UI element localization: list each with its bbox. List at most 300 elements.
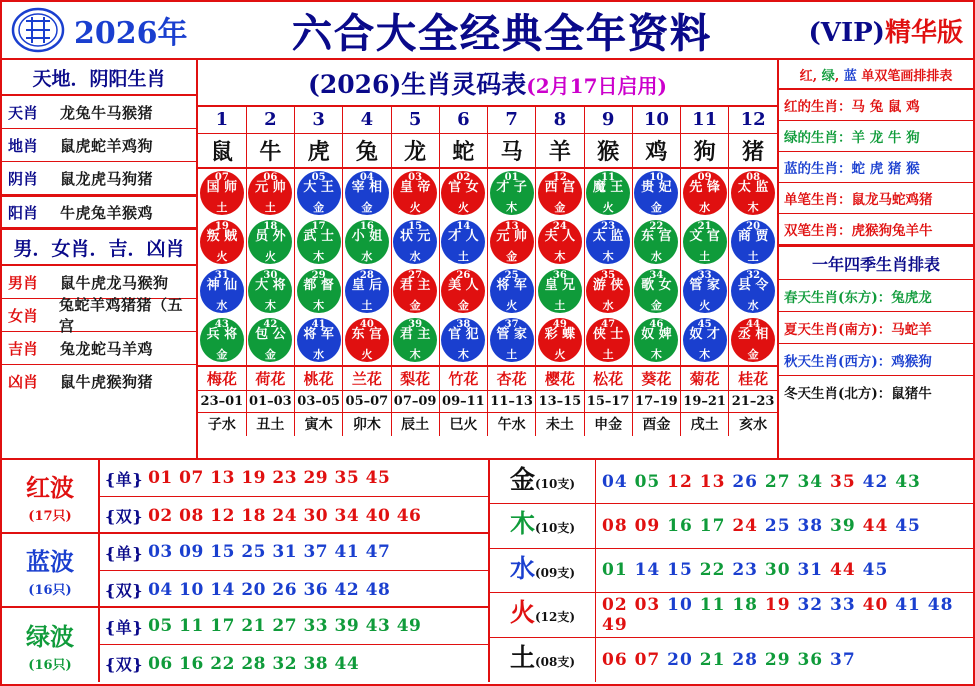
left-row [2,195,196,228]
ball-wrapper [633,316,680,365]
number-ball[interactable] [200,220,244,264]
ball-number: 27 [408,270,423,281]
ball-wrapper [729,267,777,316]
element-numbers [596,516,973,536]
number-ball[interactable] [731,220,775,264]
ball-cell[interactable] [295,267,343,316]
ball-wrapper [392,218,439,267]
flower-name: 桂花 [729,366,777,391]
wave-name: 绿波 [26,622,74,651]
ball-wrapper [681,169,728,218]
season-row [779,376,973,408]
ball-title: 才 子 [496,180,527,195]
ball-element: 火 [554,348,566,361]
ball-element: 土 [457,250,469,263]
row-value: 鼠龙虎马狗猪 [60,169,154,188]
number-ball[interactable] [490,318,534,362]
row-value: 马 兔 鼠 鸡 [851,99,920,115]
number-ball[interactable] [731,318,775,362]
right-title-rest: 单双笔画排排表 [861,69,953,84]
ball-wrapper [247,267,294,316]
wave-block [2,608,488,682]
branch-element: 丑土 [246,412,294,436]
element-count: (08支) [534,654,576,669]
season-label: 夏天生肖(南方)： [784,321,892,338]
element-number: 36 [797,649,831,670]
ball-cell[interactable] [439,218,487,267]
number-ball[interactable] [731,171,775,215]
right-color-row [779,214,973,245]
branch-element: 寅木 [295,412,343,436]
wave-numbers [100,608,488,682]
ball-number: 31 [214,270,229,281]
ball-cell[interactable] [198,218,246,267]
zodiac-code-table [198,107,777,436]
ball-element: 金 [264,348,276,361]
ball-title: 都 督 [303,278,334,293]
row-key: 天肖 [8,103,39,122]
element-numbers [596,560,973,580]
ball-number: 04 [359,172,374,183]
ball-element: 土 [361,299,373,312]
ball-element: 木 [747,201,759,214]
wave-odd-line [100,460,488,497]
ball-cell[interactable] [729,218,777,267]
number-ball[interactable] [490,269,534,313]
ball-cell[interactable] [488,168,536,218]
ball-cell[interactable] [632,218,680,267]
hour-range: 01–03 [246,390,294,412]
element-row [490,504,973,548]
ball-wrapper [536,316,583,365]
branch-element: 戌土 [681,412,729,436]
ball-wrapper [343,218,390,267]
ball-element: 木 [602,250,614,263]
number-ball[interactable] [200,171,244,215]
element-number: 10 [667,594,700,615]
ball-row [198,267,777,316]
flower-name: 杏花 [488,366,536,391]
row-value: 鼠牛虎猴狗猪 [60,373,154,391]
ball-wrapper [585,267,632,316]
number-ball[interactable] [441,269,485,313]
ball-wrapper [440,218,487,267]
even-numbers: 06 16 22 28 32 38 44 [148,653,360,674]
ball-wrapper [440,267,487,316]
branch-element: 亥水 [739,417,768,434]
ball-cell[interactable] [584,316,632,366]
ball-element: 金 [650,299,662,312]
wave-numbers [100,534,488,606]
ball-number: 34 [649,270,664,281]
ball-cell[interactable] [391,316,439,366]
flower-name: 葵花 [632,366,680,391]
even-numbers: 02 08 12 18 24 30 34 40 46 [148,505,422,526]
ball-wrapper [247,316,294,365]
number-ball[interactable] [248,269,292,313]
ball-cell[interactable] [729,267,777,316]
element-number: 30 [764,560,798,581]
left-row [2,162,196,195]
element-number: 19 [764,594,798,615]
ball-number: 15 [408,221,423,232]
ball-number: 01 [504,172,519,183]
element-number: 09 [634,516,668,537]
flower-row [198,366,777,391]
number-ball[interactable] [586,171,630,215]
ball-cell[interactable] [632,316,680,366]
column-number: 7 [488,107,536,133]
right-season-rows [779,280,973,408]
element-row [490,549,973,593]
wave-block [2,534,488,608]
wave-block [2,460,488,534]
number-ball[interactable] [683,171,727,215]
number-ball[interactable] [441,171,485,215]
element-numbers [596,650,973,670]
ball-wrapper [247,218,294,267]
ball-title: 丞 相 [737,327,769,342]
element-number: 20 [667,649,700,670]
ball-title: 元 帅 [496,229,527,244]
number-ball[interactable] [200,318,244,362]
number-ball[interactable] [345,220,389,264]
number-ball[interactable] [393,318,437,362]
ball-wrapper [440,169,487,218]
ball-number: 36 [552,270,567,281]
element-number: 02 [602,594,635,615]
ball-wrapper [729,316,777,365]
branch-element: 巳火 [439,412,487,436]
number-ball[interactable] [586,220,630,264]
zodiac-name: 狗 [681,133,729,168]
element-row [490,638,973,682]
ball-cell[interactable] [681,218,729,267]
ball-cell[interactable] [729,168,777,218]
odd-tag: {单} [105,617,144,637]
ball-number: 07 [214,172,229,183]
ball-cell[interactable] [681,316,729,366]
zodiac-name: 马 [488,133,536,168]
ball-cell[interactable] [536,218,584,267]
right-title-blue: 蓝 [843,69,857,84]
left-row [2,96,196,129]
ball-cell[interactable] [681,168,729,218]
ball-cell[interactable] [584,218,632,267]
branch-element: 辰土 [391,412,439,436]
number-ball[interactable] [393,269,437,313]
ball-title: 国 师 [206,180,238,195]
ball-title: 官 犯 [448,327,479,342]
ball-element: 土 [699,250,711,263]
column-number: 11 [681,107,729,133]
flower-name: 竹花 [439,366,487,391]
ball-element: 金 [506,250,518,263]
wave-odd-line [100,534,488,571]
page-header [2,2,973,60]
ball-cell[interactable] [246,316,294,366]
element-row [198,412,777,436]
ball-number: 25 [504,270,519,281]
ball-wrapper [198,218,246,267]
ball-number: 37 [504,319,519,330]
zodiac-name: 兔 [343,133,391,168]
ball-cell[interactable] [536,267,584,316]
zodiac-name: 牛 [246,133,294,168]
ball-title: 美 人 [448,278,479,293]
zodiac-name: 龙 [391,133,439,168]
number-ball[interactable] [441,318,485,362]
ball-cell[interactable] [295,168,343,218]
ball-number: 41 [311,319,326,330]
ball-element: 木 [650,348,662,361]
hour-range: 19–21 [681,390,729,412]
ball-wrapper [633,218,680,267]
number-ball[interactable] [634,318,678,362]
row-value: 蛇 虎 猪 猴 [851,161,920,177]
ball-cell[interactable] [391,218,439,267]
hour-range: 05–07 [343,390,391,412]
ball-cell[interactable] [488,218,536,267]
row-key: 阳肖 [8,203,39,222]
ball-cell[interactable] [536,168,584,218]
number-ball[interactable] [634,220,678,264]
number-ball[interactable] [297,269,341,313]
element-name: 金 [509,465,535,494]
bottom-section [2,460,973,682]
element-number: 32 [797,594,831,615]
number-ball[interactable] [297,220,341,264]
number-ball[interactable] [297,318,341,362]
ball-number: 42 [263,319,278,330]
number-ball[interactable] [248,171,292,215]
ball-cell[interactable] [295,218,343,267]
element-label [490,593,596,636]
number-ball[interactable] [393,171,437,215]
ball-row [198,316,777,366]
number-ball[interactable] [248,318,292,362]
left-row [2,129,196,162]
number-ball[interactable] [538,269,582,313]
year-label: 2026年 [74,16,188,51]
number-ball[interactable] [345,318,389,362]
number-ball[interactable] [731,269,775,313]
ball-wrapper [633,169,680,218]
ball-element: 土 [554,299,566,312]
ball-title: 先 锋 [689,180,720,195]
vip-suffix: 精华版 [884,17,963,48]
ball-number: 39 [408,319,423,330]
ball-cell[interactable] [729,316,777,366]
number-ball[interactable] [683,269,727,313]
ball-cell[interactable] [681,267,729,316]
ball-cell[interactable] [584,168,632,218]
ball-wrapper [488,316,535,365]
number-ball[interactable] [634,171,678,215]
ball-cell[interactable] [198,168,246,218]
row-value: 鼠虎蛇羊鸡狗 [60,136,154,155]
ball-element: 金 [457,299,469,312]
number-ball[interactable] [297,171,341,215]
number-ball[interactable] [441,220,485,264]
element-label [490,460,596,503]
ball-element: 水 [313,348,325,361]
ball-number: 12 [552,172,567,183]
number-ball[interactable] [345,269,389,313]
season-label: 秋天生肖(西方)： [784,353,892,370]
ball-wrapper [488,169,535,218]
ball-element: 水 [216,299,228,312]
hour-range: 13–15 [536,390,584,412]
hour-range: 21–23 [729,390,777,412]
ball-title: 皇 后 [351,278,383,293]
row-label: 双笔生肖： [784,223,852,239]
element-number: 08 [602,516,635,537]
ball-element: 土 [747,250,759,263]
element-number: 35 [830,471,863,492]
number-ball[interactable] [586,269,630,313]
element-numbers [596,595,973,635]
ball-cell[interactable] [198,316,246,366]
element-label [490,504,596,547]
ball-number: 43 [214,319,229,330]
ball-cell[interactable] [584,267,632,316]
wave-even-line [100,497,488,534]
ball-cell[interactable] [488,316,536,366]
number-ball[interactable] [490,171,534,215]
zodiac-table-title [198,60,777,107]
row-key: 男肖 [8,273,39,292]
number-header-row [198,107,777,133]
number-ball[interactable] [393,220,437,264]
ball-number: 49 [552,319,567,330]
number-ball[interactable] [683,318,727,362]
ball-number: 44 [746,319,761,330]
ball-cell[interactable] [246,267,294,316]
hour-range: 15–17 [584,390,632,412]
ball-wrapper [440,316,487,365]
zodiac-name: 羊 [536,133,584,168]
right-column [779,60,973,458]
ball-number: 47 [601,319,616,330]
ball-title: 县 令 [737,278,769,293]
ball-title: 才 人 [448,229,479,244]
zodiac-title-main: (2026)生肖灵码表 [308,70,527,99]
ball-number: 17 [311,221,326,232]
ball-number: 35 [601,270,616,281]
number-ball[interactable] [683,220,727,264]
ball-wrapper [681,267,728,316]
ball-element: 水 [409,250,421,263]
season-value: 鸡猴狗 [891,353,932,370]
row-key: 阴肖 [8,169,39,188]
ball-cell[interactable] [439,267,487,316]
element-number: 28 [732,649,765,670]
number-ball[interactable] [586,318,630,362]
row-key: 吉肖 [8,339,39,358]
ball-title: 管 家 [689,278,720,293]
ball-cell[interactable] [343,267,391,316]
left-row [2,365,196,398]
ball-wrapper [633,267,680,316]
right-color-row [779,183,973,214]
ball-element: 木 [554,250,566,263]
number-ball[interactable] [490,220,534,264]
element-number: 01 [602,560,635,581]
ball-cell[interactable] [439,316,487,366]
ball-cell[interactable] [246,218,294,267]
wave-even-line [100,645,488,682]
element-number: 25 [764,516,798,537]
wave-label [2,534,100,606]
ball-wrapper [729,169,777,218]
row-label: 红的生肖： [784,99,852,115]
row-label: 单笔生肖： [784,192,852,208]
ball-cell[interactable] [391,168,439,218]
ball-element: 金 [216,348,228,361]
ball-cell[interactable] [343,218,391,267]
ball-number: 23 [601,221,616,232]
ball-element: 火 [506,299,518,312]
ball-cell[interactable] [632,267,680,316]
ball-element: 土 [264,201,276,214]
column-number: 10 [632,107,680,133]
ball-title: 奴 才 [689,327,720,342]
element-number: 22 [699,560,733,581]
left-section1-title: 天地．阴阳生肖 [2,60,196,96]
number-ball[interactable] [248,220,292,264]
ball-cell[interactable] [536,316,584,366]
ball-cell[interactable] [295,316,343,366]
ball-number: 13 [504,221,519,232]
number-ball[interactable] [538,171,582,215]
flower-name: 荷花 [246,366,294,391]
element-number: 31 [797,560,831,581]
hour-range: 03–05 [295,390,343,412]
ball-cell[interactable] [343,168,391,218]
number-ball[interactable] [634,269,678,313]
even-tag: {双} [105,581,144,600]
number-ball[interactable] [345,171,389,215]
zodiac-name: 猪 [729,133,777,168]
element-number: 23 [732,560,765,581]
element-number: 27 [764,471,798,492]
ball-cell[interactable] [439,168,487,218]
ball-cell[interactable] [632,168,680,218]
number-ball[interactable] [200,269,244,313]
ball-title: 文 官 [689,229,720,244]
vip-prefix: (VIP) [808,17,885,48]
ball-title: 西 宫 [544,180,576,195]
ball-title: 宰 相 [351,180,383,195]
ball-element: 火 [216,250,228,263]
ball-number: 18 [263,221,278,232]
ball-number: 21 [697,221,712,232]
number-ball[interactable] [538,220,582,264]
ball-element: 水 [602,299,614,312]
zodiac-name: 鼠 [198,133,246,168]
hour-range: 11–13 [488,390,536,412]
season-value: 兔虎龙 [891,289,932,306]
ball-cell[interactable] [343,316,391,366]
ball-cell[interactable] [246,168,294,218]
ball-cell[interactable] [391,267,439,316]
hour-range: 23–01 [198,390,246,412]
flower-name: 桃花 [295,366,343,391]
ball-cell[interactable] [488,267,536,316]
ball-cell[interactable] [198,267,246,316]
number-ball[interactable] [538,318,582,362]
